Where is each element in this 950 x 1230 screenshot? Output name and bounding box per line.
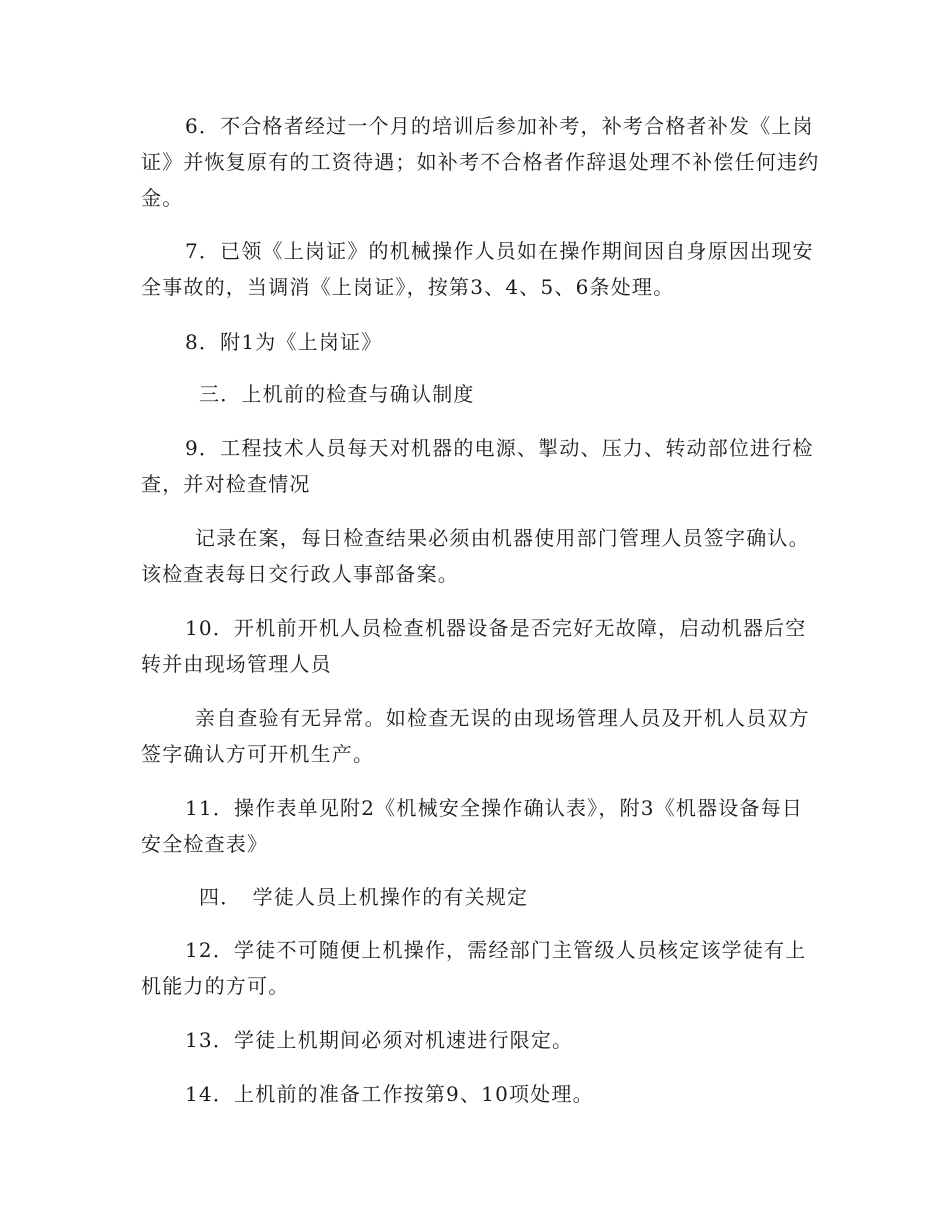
paragraph-9-continued: 记录在案，每日检查结果必须由机器使用部门管理人员签字确认。该检查表每日交行政人事部备案。	[141, 526, 810, 586]
section-heading-4: 四． 学徒人员上机操作的有关规定	[199, 885, 529, 909]
paragraph-13: 13．学徒上机期间必须对机速进行限定。	[185, 1028, 574, 1052]
paragraph-11: 11．操作表单见附2《机械安全操作确认表》，附3《机器设备每日安全检查表》	[141, 796, 804, 856]
paragraph-8: 8．附1为《上岗证》	[185, 330, 383, 354]
paragraph-10: 10．开机前开机人员检查机器设备是否完好无故障，启动机器后空转并由现场管理人员	[141, 616, 807, 676]
paragraph-7: 7．已领《上岗证》的机械操作人员如在操作期间因自身原因出现安全事故的，当调消《上岗证》，按第3、4、5、6条处理。	[141, 239, 814, 299]
paragraph-12: 12．学徒不可随便上机操作，需经部门主管级人员核定该学徒有上机能力的方可。	[141, 938, 807, 998]
section-heading-3: 三．上机前的检查与确认制度	[199, 382, 475, 406]
paragraph-10-continued: 亲自查验有无异常。如检查无误的由现场管理人员及开机人员双方签字确认方可开机生产。	[141, 706, 810, 766]
paragraph-14: 14．上机前的准备工作按第9、10项处理。	[185, 1082, 594, 1106]
paragraph-9: 9．工程技术人员每天对机器的电源、掣动、压力、转动部位进行检查，并对检查情况	[141, 436, 814, 496]
paragraph-6: 6．不合格者经过一个月的培训后参加补考，补考合格者补发《上岗证》并恢复原有的工资待遇；如补考不合格者作辞退处理不补偿任何违约金。	[141, 114, 820, 210]
